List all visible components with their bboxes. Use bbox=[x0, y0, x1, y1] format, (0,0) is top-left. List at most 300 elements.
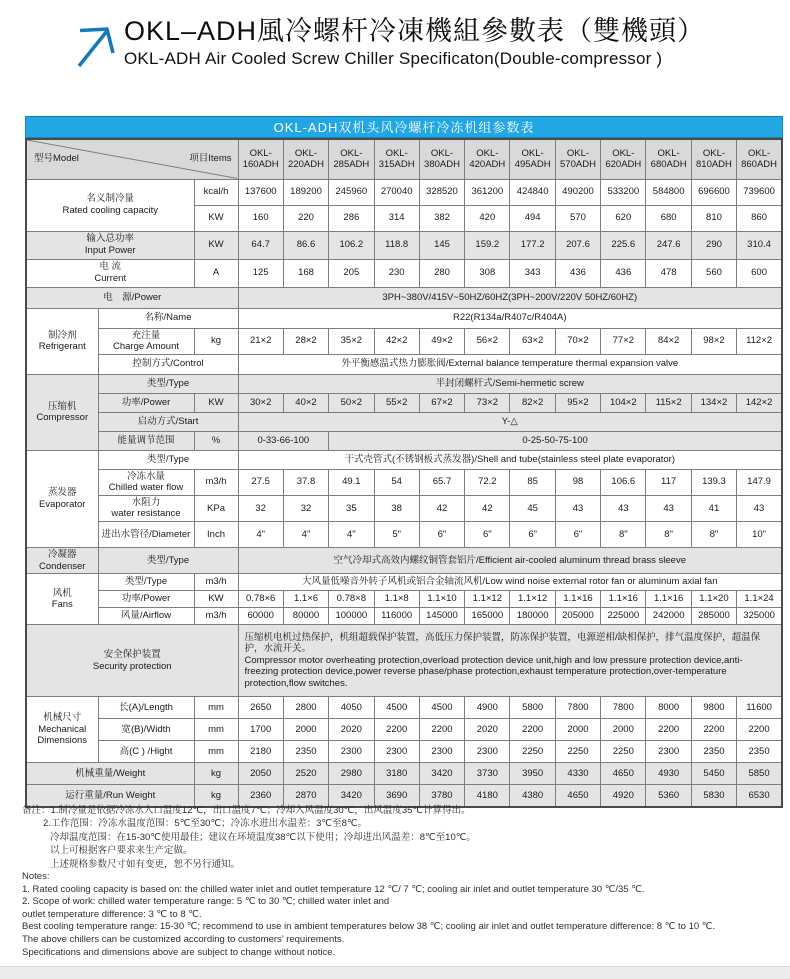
note-line-en: outlet temperature difference: 3 ℃ to 8 ℃. bbox=[22, 908, 202, 920]
value-cell: 1.1×16 bbox=[601, 591, 646, 608]
value-cell: 106.6 bbox=[601, 469, 646, 495]
page-bottom-band bbox=[0, 966, 790, 979]
value-cell: 314 bbox=[374, 205, 419, 231]
model-header-cell: OKL- 220ADH bbox=[283, 139, 328, 179]
value-cell: 2000 bbox=[555, 719, 600, 741]
unit-cell: KW bbox=[194, 591, 238, 608]
table-row bbox=[26, 393, 782, 412]
span-value-cell: 外平衡感温式热力膨胀阀/External balance temperature thermal expansion valve bbox=[238, 354, 782, 374]
unit-cell: kg bbox=[194, 328, 238, 354]
unit-cell: m3/h bbox=[194, 469, 238, 495]
table-row bbox=[26, 287, 782, 308]
value-cell: 32 bbox=[238, 495, 283, 521]
row-label: 类型/Type bbox=[98, 574, 194, 591]
notes-zh bbox=[22, 804, 772, 871]
value-cell: 189200 bbox=[283, 179, 328, 205]
value-cell: 6" bbox=[510, 521, 555, 547]
value-cell: 494 bbox=[510, 205, 555, 231]
value-cell: 35×2 bbox=[329, 328, 374, 354]
table-row bbox=[26, 354, 782, 374]
value-cell: 4" bbox=[283, 521, 328, 547]
value-cell: 28×2 bbox=[283, 328, 328, 354]
unit-cell: KPa bbox=[194, 495, 238, 521]
value-cell: 137600 bbox=[238, 179, 283, 205]
row-label: 名义制冷量 Rated cooling capacity bbox=[26, 179, 194, 231]
value-cell: 54 bbox=[374, 469, 419, 495]
value-cell: 4330 bbox=[555, 763, 600, 785]
value-cell: 2200 bbox=[374, 719, 419, 741]
row-label: 运行重量/Run Weight bbox=[26, 785, 194, 807]
unit-cell: m3/h bbox=[194, 574, 238, 591]
value-cell: 225000 bbox=[601, 608, 646, 625]
value-cell: 4" bbox=[329, 521, 374, 547]
group-label: 机械尺寸 Mechanical Dimensions bbox=[26, 697, 98, 763]
value-cell: 70×2 bbox=[555, 328, 600, 354]
note-line-en: Best cooling temperature range: 15-30 ℃; recommend to use in ambient temperatures below 38 ℃; cooling air inlet and outlet temperature difference: 8 ℃ to 10 ℃. bbox=[22, 921, 716, 933]
value-cell: 30×2 bbox=[238, 393, 283, 412]
model-header-cell: OKL- 680ADH bbox=[646, 139, 691, 179]
corner-model-label: 型号Model bbox=[34, 153, 79, 165]
model-header-cell: OKL- 380ADH bbox=[419, 139, 464, 179]
value-cell: 361200 bbox=[465, 179, 510, 205]
value-cell: 2200 bbox=[691, 719, 736, 741]
value-cell: 37.8 bbox=[283, 469, 328, 495]
value-cell: 4930 bbox=[646, 763, 691, 785]
value-cell: 115×2 bbox=[646, 393, 691, 412]
value-cell: 478 bbox=[646, 259, 691, 287]
value-cell: 35 bbox=[329, 495, 374, 521]
table-row bbox=[26, 547, 782, 573]
value-cell: 82×2 bbox=[510, 393, 555, 412]
value-cell: 3730 bbox=[465, 763, 510, 785]
value-cell: 11600 bbox=[737, 697, 782, 719]
value-cell: 27.5 bbox=[238, 469, 283, 495]
row-label: 名称/Name bbox=[98, 308, 238, 328]
note-line-zh: 冷却温度范围：在15-30℃使用最佳；建议在环境温度38℃以下使用；冷却进出风温差：8℃至10℃。 bbox=[50, 831, 476, 843]
value-cell: 50×2 bbox=[329, 393, 374, 412]
value-cell: 3780 bbox=[419, 785, 464, 807]
value-cell: 3690 bbox=[374, 785, 419, 807]
page-title: OKL–ADH風冷螺杆冷凍機組參數表（雙機頭） bbox=[124, 16, 706, 46]
value-cell: 40×2 bbox=[283, 393, 328, 412]
value-cell: 436 bbox=[555, 259, 600, 287]
value-cell: 739600 bbox=[737, 179, 782, 205]
value-cell: 2250 bbox=[555, 741, 600, 763]
span-value-cell: 干式壳管式(不锈钢板式蒸发器)/Shell and tube(stainless steel plate evaporator) bbox=[238, 450, 782, 469]
value-cell: 328520 bbox=[419, 179, 464, 205]
row-label: 电 流 Current bbox=[26, 259, 194, 287]
value-cell: 6" bbox=[419, 521, 464, 547]
value-cell: 2300 bbox=[419, 741, 464, 763]
value-cell: 225.6 bbox=[601, 231, 646, 259]
note-line-zh: 备注：1.制冷量是依据冷冻水入口温度12℃，出口温度7℃；冷却入风温度30℃，出风温度35℃计算得出。 bbox=[22, 805, 471, 816]
value-cell: 810 bbox=[691, 205, 736, 231]
value-cell: 9800 bbox=[691, 697, 736, 719]
note-line-en: 1. Rated cooling capacity is based on: the chilled water inlet and outlet temperature 12 ℃/ 7 ℃; cooling air inlet and outlet temperature 30 ℃/35 ℃. bbox=[22, 883, 645, 895]
table-row bbox=[26, 625, 782, 697]
row-label: 高(C ) /Hight bbox=[98, 741, 194, 763]
row-label: 水阻力 water resistance bbox=[98, 495, 194, 521]
value-cell: 1.1×8 bbox=[374, 591, 419, 608]
unit-cell: A bbox=[194, 259, 238, 287]
value-cell: 6530 bbox=[737, 785, 782, 807]
value-cell: 2360 bbox=[238, 785, 283, 807]
value-cell: 5360 bbox=[646, 785, 691, 807]
value-cell: 85 bbox=[510, 469, 555, 495]
table-row bbox=[26, 231, 782, 259]
value-cell: 308 bbox=[465, 259, 510, 287]
value-cell: 1.1×16 bbox=[646, 591, 691, 608]
value-cell: 247.6 bbox=[646, 231, 691, 259]
value-cell: 147.9 bbox=[737, 469, 782, 495]
row-label: 进出水管径/Diameter bbox=[98, 521, 194, 547]
value-cell: 42×2 bbox=[374, 328, 419, 354]
span-value-cell: 3PH~380V/415V~50HZ/60HZ(3PH~200V/220V 50HZ/60HZ) bbox=[238, 287, 782, 308]
value-cell: 2350 bbox=[737, 741, 782, 763]
value-cell: 1.1×10 bbox=[419, 591, 464, 608]
arrow-logo-icon bbox=[74, 22, 116, 72]
value-cell: 2020 bbox=[465, 719, 510, 741]
table-row bbox=[26, 591, 782, 608]
value-cell: 42 bbox=[465, 495, 510, 521]
value-cell: 49×2 bbox=[419, 328, 464, 354]
row-label: 宽(B)/Width bbox=[98, 719, 194, 741]
value-cell: 584800 bbox=[646, 179, 691, 205]
value-cell: 84×2 bbox=[646, 328, 691, 354]
value-cell: 8000 bbox=[646, 697, 691, 719]
table-row bbox=[26, 469, 782, 495]
value-cell: 280 bbox=[419, 259, 464, 287]
value-cell: 106.2 bbox=[329, 231, 374, 259]
value-cell: 8" bbox=[646, 521, 691, 547]
value-cell: 8" bbox=[601, 521, 646, 547]
value-cell: 43 bbox=[601, 495, 646, 521]
table-row bbox=[26, 450, 782, 469]
value-cell: 220 bbox=[283, 205, 328, 231]
value-cell: 142×2 bbox=[737, 393, 782, 412]
value-cell: 104×2 bbox=[601, 393, 646, 412]
value-cell: 2300 bbox=[329, 741, 374, 763]
table-row bbox=[26, 259, 782, 287]
unit-cell: KW bbox=[194, 231, 238, 259]
value-cell: 139.3 bbox=[691, 469, 736, 495]
value-cell: 32 bbox=[283, 495, 328, 521]
value-cell: 67×2 bbox=[419, 393, 464, 412]
value-cell: 4650 bbox=[601, 763, 646, 785]
page-subtitle: OKL-ADH Air Cooled Screw Chiller Specificaton(Double-compressor ) bbox=[124, 49, 663, 69]
value-cell: 205 bbox=[329, 259, 374, 287]
value-cell: 117 bbox=[646, 469, 691, 495]
model-header-cell: OKL- 620ADH bbox=[601, 139, 646, 179]
value-cell: 160 bbox=[238, 205, 283, 231]
value-cell: 207.6 bbox=[555, 231, 600, 259]
value-cell: 134×2 bbox=[691, 393, 736, 412]
value-cell: 3420 bbox=[329, 785, 374, 807]
row-label: 功率/Power bbox=[98, 591, 194, 608]
group-label: 制冷剂 Refrigerant bbox=[26, 308, 98, 374]
row-label: 输入总功率 Input Power bbox=[26, 231, 194, 259]
value-cell: 3420 bbox=[419, 763, 464, 785]
value-cell: 45 bbox=[510, 495, 555, 521]
span-value-cell: 大风量低噪音外转子风机或铝合金轴流风机/Low wind noise external rotor fan or aluminum axial fan bbox=[238, 574, 782, 591]
corner-items-label: 项目Items bbox=[189, 153, 232, 165]
value-cell: 620 bbox=[601, 205, 646, 231]
note-line-zh: 以上可根据客户要求来生产定做。 bbox=[50, 845, 193, 857]
value-cell: 43 bbox=[555, 495, 600, 521]
value-cell: 2520 bbox=[283, 763, 328, 785]
model-header-row bbox=[26, 139, 782, 179]
row-label: 风量/Airflow bbox=[98, 608, 194, 625]
note-line-en: Notes: bbox=[22, 871, 50, 883]
row-label: 类型/Type bbox=[98, 450, 238, 469]
value-cell: 1700 bbox=[238, 719, 283, 741]
value-cell: 2200 bbox=[646, 719, 691, 741]
value-cell: 55×2 bbox=[374, 393, 419, 412]
value-cell: 10" bbox=[737, 521, 782, 547]
spec-table bbox=[25, 138, 783, 808]
value-cell: 560 bbox=[691, 259, 736, 287]
table-row bbox=[26, 521, 782, 547]
value-cell: 424840 bbox=[510, 179, 555, 205]
value-cell: 325000 bbox=[737, 608, 782, 625]
value-cell: 2200 bbox=[510, 719, 555, 741]
row-label: 电 源/Power bbox=[26, 287, 238, 308]
table-row bbox=[26, 495, 782, 521]
value-cell: 290 bbox=[691, 231, 736, 259]
title-block bbox=[124, 16, 705, 69]
value-cell: 2020 bbox=[329, 719, 374, 741]
value-cell: 73×2 bbox=[465, 393, 510, 412]
span-value-cell: 压缩机电机过热保护，机组超载保护装置，高低压力保护装置，防冻保护装置，电源逆相/缺相保护，排气温度保护，超温保护，水流开关。 Compressor motor overheating protection,overload protection device unit,high and low pressure protection device,anti-freezing protection device,power reverse phase/phase protection,exhaust temperature protection,over-temperature protection,flow switches. bbox=[238, 625, 782, 697]
value-cell: 3950 bbox=[510, 763, 555, 785]
value-cell: 860 bbox=[737, 205, 782, 231]
span-value-cell: Y-△ bbox=[238, 412, 782, 431]
value-cell: 168 bbox=[283, 259, 328, 287]
value-cell: 382 bbox=[419, 205, 464, 231]
value-cell: 2300 bbox=[374, 741, 419, 763]
value-cell: 6" bbox=[465, 521, 510, 547]
value-cell: 270040 bbox=[374, 179, 419, 205]
value-cell: 125 bbox=[238, 259, 283, 287]
split-value-cell: 0-33-66-100 bbox=[238, 431, 329, 450]
value-cell: 21×2 bbox=[238, 328, 283, 354]
value-cell: 159.2 bbox=[465, 231, 510, 259]
value-cell: 490200 bbox=[555, 179, 600, 205]
value-cell: 2870 bbox=[283, 785, 328, 807]
page-header bbox=[74, 16, 790, 72]
value-cell: 1.1×12 bbox=[510, 591, 555, 608]
value-cell: 4380 bbox=[510, 785, 555, 807]
value-cell: 2000 bbox=[283, 719, 328, 741]
value-cell: 165000 bbox=[465, 608, 510, 625]
value-cell: 5800 bbox=[510, 697, 555, 719]
value-cell: 80000 bbox=[283, 608, 328, 625]
value-cell: 2050 bbox=[238, 763, 283, 785]
value-cell: 2350 bbox=[691, 741, 736, 763]
value-cell: 1.1×20 bbox=[691, 591, 736, 608]
value-cell: 5450 bbox=[691, 763, 736, 785]
value-cell: 42 bbox=[419, 495, 464, 521]
value-cell: 533200 bbox=[601, 179, 646, 205]
table-row bbox=[26, 574, 782, 591]
value-cell: 60000 bbox=[238, 608, 283, 625]
value-cell: 49.1 bbox=[329, 469, 374, 495]
value-cell: 72.2 bbox=[465, 469, 510, 495]
row-label: 充注量 Charge Amount bbox=[98, 328, 194, 354]
row-label: 类型/Type bbox=[98, 547, 238, 573]
unit-cell: KW bbox=[194, 393, 238, 412]
value-cell: 5" bbox=[374, 521, 419, 547]
value-cell: 285000 bbox=[691, 608, 736, 625]
row-label: 控制方式/Control bbox=[98, 354, 238, 374]
note-line-en: The above chillers can be customized according to customers’ requirements. bbox=[22, 934, 345, 945]
value-cell: 7800 bbox=[555, 697, 600, 719]
value-cell: 436 bbox=[601, 259, 646, 287]
value-cell: 600 bbox=[737, 259, 782, 287]
value-cell: 2250 bbox=[601, 741, 646, 763]
value-cell: 310.4 bbox=[737, 231, 782, 259]
spec-table-section bbox=[25, 116, 783, 808]
value-cell: 230 bbox=[374, 259, 419, 287]
value-cell: 0.78×8 bbox=[329, 591, 374, 608]
group-label: 冷凝器 Condenser bbox=[26, 547, 98, 573]
value-cell: 112×2 bbox=[737, 328, 782, 354]
note-line-en: 2. Scope of work: chilled water temperature range: 5 ℃ to 30 ℃; chilled water inlet and bbox=[22, 896, 390, 908]
value-cell: 64.7 bbox=[238, 231, 283, 259]
value-cell: 95×2 bbox=[555, 393, 600, 412]
table-row bbox=[26, 763, 782, 785]
value-cell: 43 bbox=[646, 495, 691, 521]
unit-cell: mm bbox=[194, 697, 238, 719]
notes-en bbox=[22, 871, 772, 959]
value-cell: 343 bbox=[510, 259, 555, 287]
group-label: 蒸发器 Evaporator bbox=[26, 450, 98, 547]
value-cell: 1.1×16 bbox=[555, 591, 600, 608]
row-label: 机械重量/Weight bbox=[26, 763, 194, 785]
value-cell: 680 bbox=[646, 205, 691, 231]
unit-cell: m3/h bbox=[194, 608, 238, 625]
unit-cell: mm bbox=[194, 719, 238, 741]
value-cell: 4" bbox=[238, 521, 283, 547]
value-cell: 116000 bbox=[374, 608, 419, 625]
value-cell: 118.8 bbox=[374, 231, 419, 259]
model-header-cell: OKL- 810ADH bbox=[691, 139, 736, 179]
row-label: 类型/Type bbox=[98, 374, 238, 393]
value-cell: 63×2 bbox=[510, 328, 555, 354]
value-cell: 38 bbox=[374, 495, 419, 521]
value-cell: 2300 bbox=[465, 741, 510, 763]
model-header-cell: OKL- 495ADH bbox=[510, 139, 555, 179]
value-cell: 5830 bbox=[691, 785, 736, 807]
value-cell: 4500 bbox=[419, 697, 464, 719]
value-cell: 0.78×6 bbox=[238, 591, 283, 608]
table-row bbox=[26, 719, 782, 741]
value-cell: 177.2 bbox=[510, 231, 555, 259]
value-cell: 570 bbox=[555, 205, 600, 231]
value-cell: 98 bbox=[555, 469, 600, 495]
row-label: 启动方式/Start bbox=[98, 412, 238, 431]
value-cell: 1.1×12 bbox=[465, 591, 510, 608]
corner-cell bbox=[26, 139, 238, 179]
model-header-cell: OKL- 420ADH bbox=[465, 139, 510, 179]
value-cell: 2200 bbox=[419, 719, 464, 741]
row-label: 冷冻水量 Chilled water flow bbox=[98, 469, 194, 495]
value-cell: 2300 bbox=[646, 741, 691, 763]
row-label: 能量调节范围 bbox=[98, 431, 194, 450]
table-row bbox=[26, 374, 782, 393]
value-cell: 2800 bbox=[283, 697, 328, 719]
table-row bbox=[26, 608, 782, 625]
unit-cell: kcal/h bbox=[194, 179, 238, 205]
value-cell: 5850 bbox=[737, 763, 782, 785]
value-cell: 2200 bbox=[737, 719, 782, 741]
table-row bbox=[26, 412, 782, 431]
group-label: 压缩机 Compressor bbox=[26, 374, 98, 450]
value-cell: 100000 bbox=[329, 608, 374, 625]
value-cell: 205000 bbox=[555, 608, 600, 625]
value-cell: 77×2 bbox=[601, 328, 646, 354]
table-row bbox=[26, 697, 782, 719]
model-header-cell: OKL- 570ADH bbox=[555, 139, 600, 179]
value-cell: 65.7 bbox=[419, 469, 464, 495]
value-cell: 4500 bbox=[374, 697, 419, 719]
value-cell: 3180 bbox=[374, 763, 419, 785]
table-row bbox=[26, 431, 782, 450]
value-cell: 286 bbox=[329, 205, 374, 231]
value-cell: 98×2 bbox=[691, 328, 736, 354]
value-cell: 4920 bbox=[601, 785, 646, 807]
value-cell: 4180 bbox=[465, 785, 510, 807]
value-cell: 245960 bbox=[329, 179, 374, 205]
value-cell: 420 bbox=[465, 205, 510, 231]
note-line-zh: 上述规格参数尺寸如有变更，恕不另行通知。 bbox=[50, 858, 241, 870]
span-value-cell: 空气冷却式高效内螺纹铜管套铝片/Efficient air-cooled aluminum thread brass sleeve bbox=[238, 547, 782, 573]
model-header-cell: OKL- 160ADH bbox=[238, 139, 283, 179]
unit-cell: % bbox=[194, 431, 238, 450]
model-header-cell: OKL- 860ADH bbox=[737, 139, 782, 179]
value-cell: 180000 bbox=[510, 608, 555, 625]
value-cell: 6" bbox=[555, 521, 600, 547]
value-cell: 2650 bbox=[238, 697, 283, 719]
value-cell: 1.1×24 bbox=[737, 591, 782, 608]
value-cell: 7800 bbox=[601, 697, 646, 719]
split-value-cell: 0-25-50-75-100 bbox=[329, 431, 782, 450]
value-cell: 86.6 bbox=[283, 231, 328, 259]
table-row bbox=[26, 328, 782, 354]
value-cell: 2980 bbox=[329, 763, 374, 785]
row-label: 安全保护装置 Security protection bbox=[26, 625, 238, 697]
value-cell: 2250 bbox=[510, 741, 555, 763]
model-header-cell: OKL- 285ADH bbox=[329, 139, 374, 179]
value-cell: 43 bbox=[737, 495, 782, 521]
note-line-en: Specifications and dimensions above are subject to change without notice. bbox=[22, 946, 336, 958]
value-cell: 2350 bbox=[283, 741, 328, 763]
row-label: 长(A)/Length bbox=[98, 697, 194, 719]
value-cell: 4050 bbox=[329, 697, 374, 719]
table-banner: OKL-ADH双机头风冷螺杆冷冻机组参数表 bbox=[25, 116, 783, 138]
group-label: 风机 Fans bbox=[26, 574, 98, 625]
unit-cell: mm bbox=[194, 741, 238, 763]
value-cell: 4900 bbox=[465, 697, 510, 719]
table-row bbox=[26, 179, 782, 205]
unit-cell: kg bbox=[194, 785, 238, 807]
unit-cell: Inch bbox=[194, 521, 238, 547]
value-cell: 1.1×6 bbox=[283, 591, 328, 608]
table-row bbox=[26, 308, 782, 328]
span-value-cell: 半封闭螺杆式/Semi-hermetic screw bbox=[238, 374, 782, 393]
value-cell: 8" bbox=[691, 521, 736, 547]
note-line-zh: 2.工作范围：冷冻水温度范围：5℃至30℃；冷冻水进出水温差：3℃至8℃。 bbox=[43, 818, 368, 830]
